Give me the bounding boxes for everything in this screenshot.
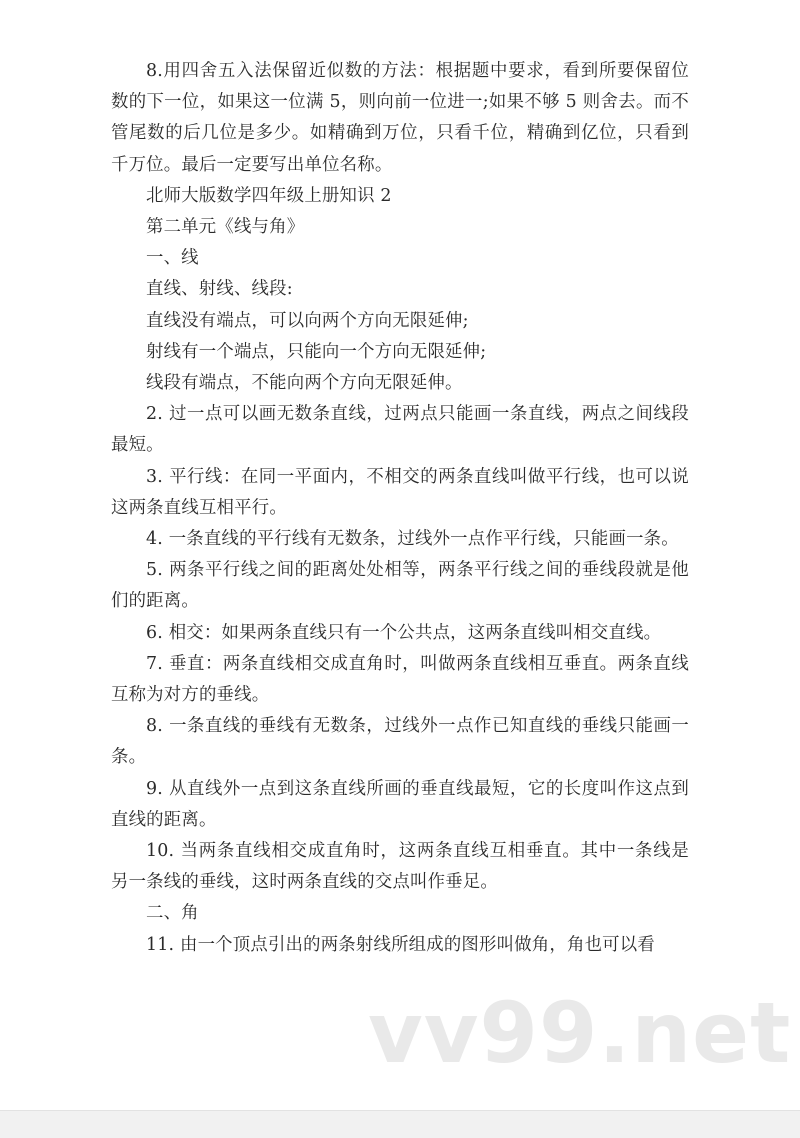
paragraph-rounding-method: 8.用四舍五入法保留近似数的方法：根据题中要求，看到所要保留位数的下一位，如果这一位满 5，则向前一位进一;如果不够 5 则舍去。而不管尾数的后几位是多少。如精确到万位，只看千位，精确到亿位，只看到千万位。最后一定要写出单位名称。 [111,61,689,175]
paragraph-doc-title: 北师大版数学四年级上册知识 2 [146,185,392,206]
paragraph-item-10: 10. 当两条直线相交成直角时，这两条直线互相垂直。其中一条线是另一条线的垂线，这时两条直线的交点叫作垂足。 [111,841,689,893]
paragraph-item-11: 11. 由一个顶点引出的两条射线所组成的图形叫做角，角也可以看 [146,934,655,955]
page-gap-strip [0,1110,800,1138]
document-body [111,56,689,961]
paragraph-straight-line: 直线没有端点，可以向两个方向无限延伸; [146,310,469,331]
paragraph-unit-heading: 第二单元《线与角》 [146,217,305,238]
paragraph-item-2: 2. 过一点可以画无数条直线，过两点只能画一条直线，两点之间线段最短。 [111,404,689,456]
paragraph-item-3: 3. 平行线：在同一平面内，不相交的两条直线叫做平行线，也可以说这两条直线互相平行。 [111,466,689,518]
paragraph-item-6: 6. 相交：如果两条直线只有一个公共点，这两条直线叫相交直线。 [146,622,662,643]
paragraph-item-8: 8. 一条直线的垂线有无数条，过线外一点作已知直线的垂线只能画一条。 [111,716,689,768]
paragraph-section-lines: 一、线 [146,248,199,269]
paragraph-line-types: 直线、射线、线段: [146,279,293,300]
paragraph-item-7: 7. 垂直：两条直线相交成直角时，叫做两条直线相互垂直。两条直线互称为对方的垂线。 [111,653,689,706]
paragraph-item-5: 5. 两条平行线之间的距离处处相等，两条平行线之间的垂线段就是他们的距离。 [111,560,689,612]
paragraph-item-9: 9. 从直线外一点到这条直线所画的垂直线最短，它的长度叫作这点到直线的距离。 [111,778,689,830]
watermark: vv99.net [368,984,792,1082]
paragraph-section-angles: 二、角 [146,903,199,924]
paragraph-item-4: 4. 一条直线的平行线有无数条，过线外一点作平行线，只能画一条。 [146,529,679,550]
paragraph-ray: 射线有一个端点，只能向一个方向无限延伸; [146,341,487,362]
paragraph-segment: 线段有端点，不能向两个方向无限延伸。 [146,373,463,394]
